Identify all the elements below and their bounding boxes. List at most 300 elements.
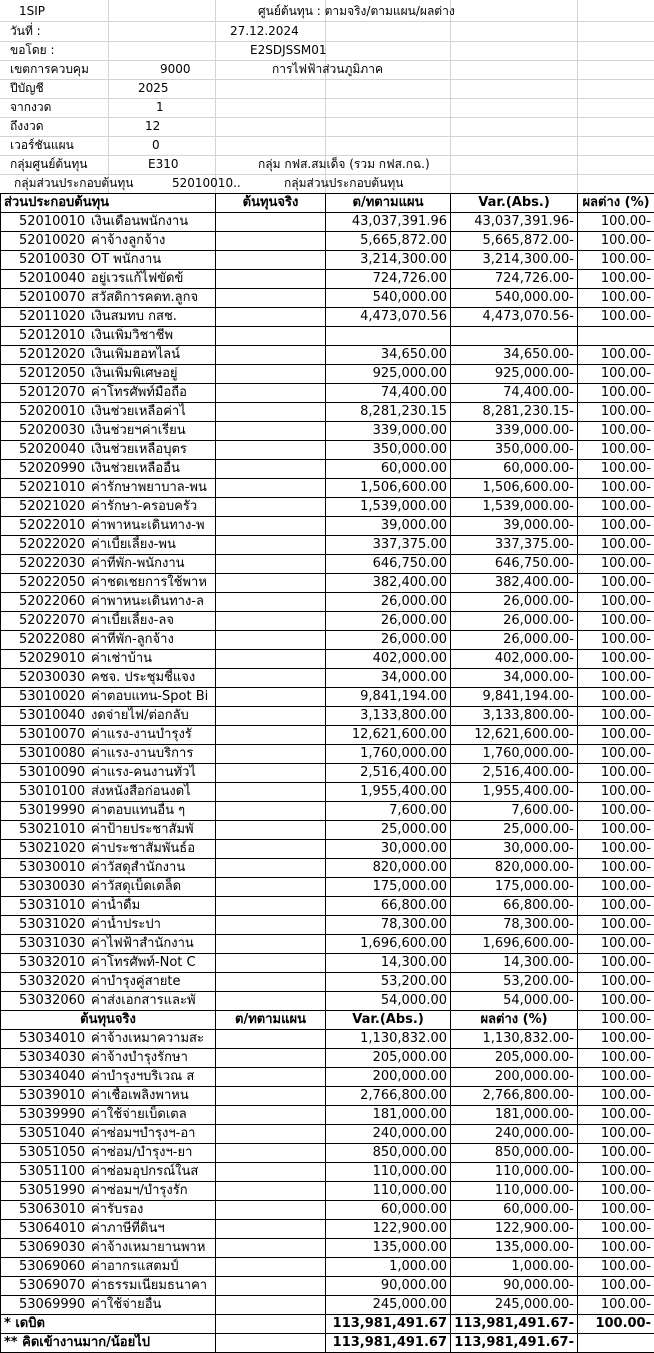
- table-row: [1, 289, 654, 308]
- table-row: [1, 1258, 654, 1277]
- to-period-value: 12: [145, 117, 160, 136]
- table-row: [1, 574, 654, 593]
- variance-pct-cell: 100.00-: [578, 403, 654, 422]
- variance-pct-cell: 100.00-: [578, 365, 654, 384]
- variance-pct-cell: 100.00-: [578, 232, 654, 251]
- table-row: [1, 384, 654, 403]
- table-row: [1, 973, 654, 992]
- cost-element-cell: [1, 1068, 216, 1087]
- variance-abs-cell: 34,000.00-: [451, 669, 578, 688]
- actual-cost-cell: [216, 764, 326, 783]
- variance-abs-cell: 245,000.00-: [451, 1296, 578, 1315]
- actual-cost-cell: [216, 441, 326, 460]
- cost-element-code: 53031030: [19, 935, 91, 953]
- variance-pct-cell: 100.00-: [578, 460, 654, 479]
- variance-pct-cell: 100.00-: [578, 764, 654, 783]
- table-row: [1, 460, 654, 479]
- variance-pct-cell: 100.00-: [578, 308, 654, 327]
- cost-element-code: 53069990: [19, 1296, 91, 1314]
- cost-element-code: 53010070: [19, 726, 91, 744]
- control-area-label: เขตการควบคุม: [10, 60, 89, 79]
- plan-version-value: 0: [152, 136, 160, 155]
- variance-pct-cell: 100.00-: [578, 1106, 654, 1125]
- plan-cost-cell: 925,000.00: [326, 365, 451, 384]
- cost-element-cell: [1, 935, 216, 954]
- actual-cost-cell: [216, 365, 326, 384]
- actual-cost-cell: [216, 327, 326, 346]
- actual-cost-cell: [216, 213, 326, 232]
- cost-element-name: ค่าส่งเอกสารและพั: [91, 993, 196, 1008]
- table-row: [1, 688, 654, 707]
- cost-element-code: 53069070: [19, 1277, 91, 1295]
- cost-element-name: งดจ่ายไฟ/ต่อกลับ: [91, 708, 189, 723]
- variance-pct-cell: 100.00-: [578, 1087, 654, 1106]
- plan-cost-cell: 1,000.00: [326, 1258, 451, 1277]
- cost-element-code: 52021020: [19, 498, 91, 516]
- cost-element-code: 53010090: [19, 764, 91, 782]
- variance-abs-cell: 30,000.00-: [451, 840, 578, 859]
- plan-cost-cell: 337,375.00: [326, 536, 451, 555]
- cost-element-name: ค่าวัสดุเบ็ดเตล็ด: [91, 879, 181, 894]
- actual-cost-cell: [216, 973, 326, 992]
- table-row: [1, 1106, 654, 1125]
- actual-cost-cell: [216, 688, 326, 707]
- cost-element-name: อยู่เวรแก้ไฟขัดข้: [91, 271, 183, 286]
- variance-pct-cell: 100.00-: [578, 479, 654, 498]
- variance-abs-cell: 135,000.00-: [451, 1239, 578, 1258]
- variance-pct-cell: 100.00-: [578, 878, 654, 897]
- table-row: [1, 650, 654, 669]
- table-row: [1, 821, 654, 840]
- plan-cost-cell: 350,000.00: [326, 441, 451, 460]
- plan-cost-cell: 540,000.00: [326, 289, 451, 308]
- variance-pct-cell: 100.00-: [578, 441, 654, 460]
- cost-element-name: ค่าจ้างบำรุงรักษา: [91, 1050, 188, 1065]
- table-row: [1, 802, 654, 821]
- variance-abs-cell: 8,281,230.15-: [451, 403, 578, 422]
- plan-cost-cell: 382,400.00: [326, 574, 451, 593]
- cost-element-name: เงินเพิ่มวิชาชีพ: [91, 328, 173, 343]
- column-header: ต/ทตามแผน: [216, 1011, 326, 1030]
- plan-cost-cell: 78,300.00: [326, 916, 451, 935]
- table-subheader-row: [1, 1011, 654, 1030]
- variance-abs-cell: 26,000.00-: [451, 593, 578, 612]
- plan-cost-cell: 74,400.00: [326, 384, 451, 403]
- cost-element-cell: [1, 574, 216, 593]
- actual-cost-cell: [216, 1334, 326, 1353]
- variance-pct-cell: 100.00-: [578, 821, 654, 840]
- cost-element-cell: [1, 745, 216, 764]
- plan-cost-cell: 200,000.00: [326, 1068, 451, 1087]
- actual-cost-cell: [216, 745, 326, 764]
- cost-element-code: 52010010: [19, 213, 91, 231]
- date-label: วันที่ :: [10, 22, 41, 41]
- variance-abs-cell: 34,650.00-: [451, 346, 578, 365]
- actual-cost-cell: [216, 916, 326, 935]
- cost-element-name: เงินเพิ่มฮอทไลน์: [91, 347, 180, 362]
- table-row: [1, 1296, 654, 1315]
- actual-cost-cell: [216, 1220, 326, 1239]
- table-row: [1, 783, 654, 802]
- table-row: [1, 878, 654, 897]
- requester-value: E2SDJSSM01: [250, 41, 326, 60]
- variance-abs-cell: 205,000.00-: [451, 1049, 578, 1068]
- cost-element-code: 52022070: [19, 612, 91, 630]
- cost-element-name: ค่าตอบแทน-Spot Bi: [91, 689, 208, 704]
- plan-cost-cell: 402,000.00: [326, 650, 451, 669]
- cost-element-code: 52022030: [19, 555, 91, 573]
- cost-element-cell: [1, 422, 216, 441]
- cost-element-group-code: 52010010..: [172, 174, 241, 193]
- cost-element-code: 53069060: [19, 1258, 91, 1276]
- cost-element-cell: [1, 859, 216, 878]
- cost-element-code: 52011020: [19, 308, 91, 326]
- cost-element-cell: [1, 1125, 216, 1144]
- cost-element-name: ค่าอากรแสตมป์: [91, 1259, 179, 1274]
- plan-cost-cell: 8,281,230.15: [326, 403, 451, 422]
- cost-element-cell: [1, 327, 216, 346]
- cost-element-name: เงินช่วยเหลือค่าไ: [91, 404, 186, 419]
- table-row: [1, 517, 654, 536]
- plan-cost-cell: 4,473,070.56: [326, 308, 451, 327]
- cost-element-code: 52021010: [19, 479, 91, 497]
- plan-cost-cell: 135,000.00: [326, 1239, 451, 1258]
- actual-cost-cell: [216, 1106, 326, 1125]
- cost-element-code: 53032010: [19, 954, 91, 972]
- variance-pct-cell: 100.00-: [578, 1277, 654, 1296]
- variance-pct-cell: 100.00-: [578, 1068, 654, 1087]
- control-area-name: การไฟฟ้าส่วนภูมิภาค: [272, 60, 383, 79]
- variance-abs-cell: 113,981,491.67-: [451, 1315, 578, 1334]
- cost-element-name: ค่าวัสดุสำนักงาน: [91, 860, 185, 875]
- cost-element-code: 52010070: [19, 289, 91, 307]
- variance-pct-cell: 100.00-: [578, 517, 654, 536]
- cost-element-cell: [1, 346, 216, 365]
- variance-abs-cell: 350,000.00-: [451, 441, 578, 460]
- variance-abs-cell: 7,600.00-: [451, 802, 578, 821]
- plan-cost-cell: 2,516,400.00: [326, 764, 451, 783]
- actual-cost-cell: [216, 726, 326, 745]
- variance-pct-cell: 100.00-: [578, 954, 654, 973]
- table-row: [1, 707, 654, 726]
- plan-cost-cell: 110,000.00: [326, 1182, 451, 1201]
- cost-element-cell: [1, 479, 216, 498]
- table-row: [1, 916, 654, 935]
- actual-cost-cell: [216, 384, 326, 403]
- cost-element-code: 52020040: [19, 441, 91, 459]
- cost-element-cell: [1, 1258, 216, 1277]
- table-row: [1, 726, 654, 745]
- plan-cost-cell: 1,760,000.00: [326, 745, 451, 764]
- table-row: [1, 631, 654, 650]
- variance-pct-cell: 100.00-: [578, 1296, 654, 1315]
- column-header: ต้นทุนจริง: [216, 194, 326, 213]
- variance-abs-cell: 110,000.00-: [451, 1182, 578, 1201]
- actual-cost-cell: [216, 1163, 326, 1182]
- report-title: ศูนย์ต้นทุน : ตามจริง/ตามแผน/ผลต่าง: [258, 2, 455, 21]
- table-row: [1, 764, 654, 783]
- variance-abs-cell: 820,000.00-: [451, 859, 578, 878]
- plan-cost-cell: 646,750.00: [326, 555, 451, 574]
- plan-cost-cell: [326, 327, 451, 346]
- actual-cost-cell: [216, 1068, 326, 1087]
- cost-element-cell: [1, 460, 216, 479]
- cost-element-code: 53064010: [19, 1220, 91, 1238]
- table-row: [1, 593, 654, 612]
- cost-element-cell: [1, 232, 216, 251]
- cost-element-cell: [1, 517, 216, 536]
- actual-cost-cell: [216, 821, 326, 840]
- cost-element-cell: [1, 1087, 216, 1106]
- cost-element-code: 53010080: [19, 745, 91, 763]
- cost-element-cell: [1, 289, 216, 308]
- table-row: [1, 498, 654, 517]
- plan-cost-cell: 820,000.00: [326, 859, 451, 878]
- table-row: [1, 1239, 654, 1258]
- cost-element-name: ค่าน้ำดื่ม: [91, 898, 140, 913]
- table-row: [1, 1068, 654, 1087]
- cost-element-code: 53031020: [19, 916, 91, 934]
- cost-element-code: 53034040: [19, 1068, 91, 1086]
- cost-element-name: ค่าตอบแทนอื่น ๆ: [91, 803, 185, 818]
- actual-cost-cell: [216, 479, 326, 498]
- variance-pct-cell: 100.00-: [578, 726, 654, 745]
- cost-element-cell: [1, 1030, 216, 1049]
- cost-element-name: ค่าบำรุงฯบริเวณ ส: [91, 1069, 194, 1084]
- actual-cost-cell: [216, 859, 326, 878]
- requester-label: ขอโดย :: [10, 41, 55, 60]
- table-row: [1, 612, 654, 631]
- variance-pct-cell: 100.00-: [578, 1239, 654, 1258]
- cost-element-code: 53039010: [19, 1087, 91, 1105]
- table-row: [1, 1201, 654, 1220]
- table-row: [1, 745, 654, 764]
- actual-cost-cell: [216, 1315, 326, 1334]
- cost-element-code: 53051990: [19, 1182, 91, 1200]
- cost-element-code: 53021020: [19, 840, 91, 858]
- plan-cost-cell: 39,000.00: [326, 517, 451, 536]
- table-row: [1, 479, 654, 498]
- variance-pct-cell: 100.00-: [578, 935, 654, 954]
- plan-cost-cell: 1,130,832.00: [326, 1030, 451, 1049]
- actual-cost-cell: [216, 802, 326, 821]
- actual-cost-cell: [216, 878, 326, 897]
- variance-pct-cell: 100.00-: [578, 1163, 654, 1182]
- cost-element-name: สวัสดิการคดท.ลูกจ: [91, 290, 198, 305]
- variance-abs-cell: 60,000.00-: [451, 460, 578, 479]
- from-period-value: 1: [156, 98, 164, 117]
- variance-abs-cell: 25,000.00-: [451, 821, 578, 840]
- cost-element-cell: [1, 916, 216, 935]
- actual-cost-cell: [216, 1201, 326, 1220]
- variance-abs-cell: 74,400.00-: [451, 384, 578, 403]
- cost-element-name: ค่าจ้างเหมาความสะ: [91, 1031, 204, 1046]
- variance-abs-cell: 724,726.00-: [451, 270, 578, 289]
- cost-element-cell: [1, 1049, 216, 1068]
- cost-element-cell: [1, 498, 216, 517]
- actual-cost-cell: [216, 935, 326, 954]
- cost-element-code: 52022080: [19, 631, 91, 649]
- cost-element-code: 53034030: [19, 1049, 91, 1067]
- actual-cost-cell: [216, 1087, 326, 1106]
- table-row: [1, 213, 654, 232]
- table-row: [1, 840, 654, 859]
- plan-cost-cell: 245,000.00: [326, 1296, 451, 1315]
- variance-pct-cell: 100.00-: [578, 1011, 654, 1030]
- variance-abs-cell: 3,214,300.00-: [451, 251, 578, 270]
- table-row: [1, 346, 654, 365]
- cost-element-code: 53030030: [19, 878, 91, 896]
- cost-element-name: เงินช่วยเหลือบุตร: [91, 442, 187, 457]
- cost-element-name: ค่าแรง-งานบำรุงรั: [91, 727, 192, 742]
- cost-element-code: 53069030: [19, 1239, 91, 1257]
- cost-element-cell: [1, 612, 216, 631]
- variance-pct-cell: 100.00-: [578, 859, 654, 878]
- cost-element-name: ค่าโทรศัพท์-Not C: [91, 955, 196, 970]
- cost-element-code: 52010020: [19, 232, 91, 250]
- variance-pct-cell: 100.00-: [578, 1220, 654, 1239]
- cost-element-cell: [1, 593, 216, 612]
- cost-element-code: 53063010: [19, 1201, 91, 1219]
- variance-pct-cell: 100.00-: [578, 612, 654, 631]
- from-period-label: จากงวด: [10, 98, 51, 117]
- plan-cost-cell: 205,000.00: [326, 1049, 451, 1068]
- cost-element-cell: [1, 650, 216, 669]
- actual-cost-cell: [216, 1277, 326, 1296]
- variance-pct-cell: 100.00-: [578, 1315, 654, 1334]
- table-row: [1, 935, 654, 954]
- variance-pct-cell: 100.00-: [578, 1144, 654, 1163]
- plan-cost-cell: 1,696,600.00: [326, 935, 451, 954]
- variance-abs-cell: 2,516,400.00-: [451, 764, 578, 783]
- table-row: [1, 555, 654, 574]
- cost-element-cell: [1, 1182, 216, 1201]
- variance-pct-cell: 100.00-: [578, 251, 654, 270]
- cost-element-cell: [1, 1163, 216, 1182]
- variance-pct-cell: 100.00-: [578, 688, 654, 707]
- column-header: ต้นทุนจริง: [1, 1011, 216, 1030]
- cost-element-name: ค่าประชาสัมพันธ์อ: [91, 841, 195, 856]
- cost-element-name: ค่าพาหนะเดินทาง-ล: [91, 594, 204, 609]
- cost-element-name: คชจ. ประชุมชี้แจง: [91, 670, 195, 685]
- cost-element-cell: [1, 1239, 216, 1258]
- cost-element-name: ค่าที่พัก-ลูกจ้าง: [91, 632, 174, 647]
- variance-abs-cell: 66,800.00-: [451, 897, 578, 916]
- table-row: [1, 859, 654, 878]
- variance-abs-cell: 26,000.00-: [451, 612, 578, 631]
- plan-cost-cell: 5,665,872.00: [326, 232, 451, 251]
- plan-cost-cell: 90,000.00: [326, 1277, 451, 1296]
- cost-element-name: ค่าซ่อม/บำรุงฯ-ยา: [91, 1145, 192, 1160]
- column-header: ผลต่าง (%): [578, 194, 654, 213]
- actual-cost-cell: [216, 1258, 326, 1277]
- plan-cost-cell: 43,037,391.96: [326, 213, 451, 232]
- table-row: [1, 1125, 654, 1144]
- cost-element-code: 53051100: [19, 1163, 91, 1181]
- cost-element-cell: [1, 878, 216, 897]
- actual-cost-cell: [216, 783, 326, 802]
- cost-element-cell: [1, 802, 216, 821]
- cost-element-code: 53051040: [19, 1125, 91, 1143]
- cost-element-cell: [1, 1144, 216, 1163]
- actual-cost-cell: [216, 555, 326, 574]
- table-row: [1, 536, 654, 555]
- actual-cost-cell: [216, 251, 326, 270]
- variance-abs-cell: 43,037,391.96-: [451, 213, 578, 232]
- cost-element-name: ค่ารักษาพยาบาล-พน: [91, 480, 207, 495]
- table-row: [1, 1182, 654, 1201]
- cost-element-cell: [1, 251, 216, 270]
- actual-cost-cell: [216, 1125, 326, 1144]
- variance-pct-cell: 100.00-: [578, 840, 654, 859]
- plan-cost-cell: 34,650.00: [326, 346, 451, 365]
- variance-abs-cell: 382,400.00-: [451, 574, 578, 593]
- cost-element-code: 52030030: [19, 669, 91, 687]
- cost-element-name: ค่าใช้จ่ายอื่น: [91, 1297, 161, 1312]
- total-row: [1, 1315, 654, 1334]
- variance-abs-cell: 26,000.00-: [451, 631, 578, 650]
- cost-element-code: 52012070: [19, 384, 91, 402]
- plan-cost-cell: 9,841,194.00: [326, 688, 451, 707]
- cost-element-name: ค่าแรง-คนงานทั่วไ: [91, 765, 196, 780]
- actual-cost-cell: [216, 631, 326, 650]
- cost-element-name: ค่าซ่อมฯบำรุงฯ-อา: [91, 1126, 195, 1141]
- plan-cost-cell: 3,133,800.00: [326, 707, 451, 726]
- variance-pct-cell: 100.00-: [578, 1201, 654, 1220]
- actual-cost-cell: [216, 289, 326, 308]
- cost-element-code: 52022010: [19, 517, 91, 535]
- plan-cost-cell: 240,000.00: [326, 1125, 451, 1144]
- table-row: [1, 308, 654, 327]
- plan-cost-cell: 1,539,000.00: [326, 498, 451, 517]
- actual-cost-cell: [216, 422, 326, 441]
- cost-element-cell: [1, 1277, 216, 1296]
- actual-cost-cell: [216, 707, 326, 726]
- fiscal-year-value: 2025: [138, 79, 169, 98]
- table-row: [1, 403, 654, 422]
- cost-element-cell: [1, 707, 216, 726]
- actual-cost-cell: [216, 1182, 326, 1201]
- plan-cost-cell: 53,200.00: [326, 973, 451, 992]
- actual-cost-cell: [216, 308, 326, 327]
- variance-pct-cell: 100.00-: [578, 270, 654, 289]
- total-label: * เดบิต: [1, 1315, 216, 1334]
- table-row: [1, 1163, 654, 1182]
- variance-abs-cell: 60,000.00-: [451, 1201, 578, 1220]
- plan-cost-cell: 1,506,600.00: [326, 479, 451, 498]
- variance-pct-cell: 100.00-: [578, 707, 654, 726]
- cost-table: [0, 193, 654, 1353]
- variance-pct-cell: [578, 327, 654, 346]
- variance-pct-cell: 100.00-: [578, 745, 654, 764]
- plan-cost-cell: 25,000.00: [326, 821, 451, 840]
- variance-pct-cell: 100.00-: [578, 802, 654, 821]
- actual-cost-cell: [216, 517, 326, 536]
- variance-pct-cell: 100.00-: [578, 973, 654, 992]
- variance-abs-cell: [451, 327, 578, 346]
- cost-element-name: ค่าชดเชยการใช้พาห: [91, 575, 207, 590]
- variance-pct-cell: 100.00-: [578, 384, 654, 403]
- table-row: [1, 270, 654, 289]
- variance-abs-cell: 78,300.00-: [451, 916, 578, 935]
- cost-element-code: 53039990: [19, 1106, 91, 1124]
- column-header: Var.(Abs.): [326, 1011, 451, 1030]
- plan-cost-cell: 1,955,400.00: [326, 783, 451, 802]
- plan-cost-cell: 7,600.00: [326, 802, 451, 821]
- variance-abs-cell: 1,955,400.00-: [451, 783, 578, 802]
- control-area-code: 9000: [160, 60, 191, 79]
- cost-element-cell: [1, 536, 216, 555]
